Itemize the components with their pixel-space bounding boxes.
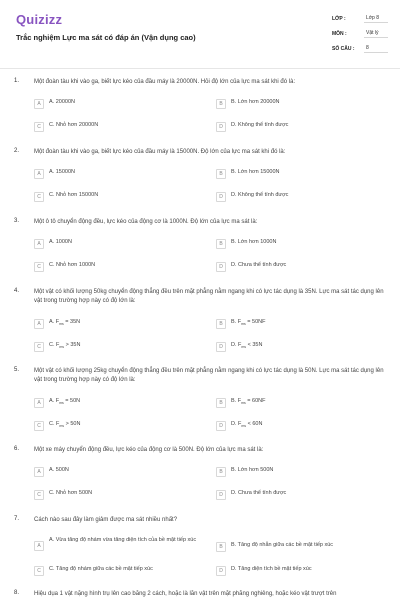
- option-a[interactable]: [34, 397, 80, 408]
- header-divider: [0, 68, 400, 69]
- option-letter: C: [34, 566, 44, 576]
- question-text: Một xe máy chuyển động đều, lực kéo của động cơ là 500N. Độ lớn của lực ma sát là:: [34, 447, 264, 453]
- option-b[interactable]: [216, 238, 276, 249]
- option-text: B. Lớn hơn 15000N: [231, 169, 280, 175]
- option-a[interactable]: [34, 466, 69, 477]
- option-letter: A: [34, 467, 44, 477]
- option-text: A. $F_{ms} = 35N$: [49, 319, 81, 327]
- option-a[interactable]: [34, 536, 199, 551]
- option-c[interactable]: [34, 489, 92, 500]
- option-c[interactable]: [34, 341, 80, 352]
- option-b[interactable]: [216, 98, 280, 109]
- option-letter: D: [216, 566, 226, 576]
- option-letter: B: [216, 467, 226, 477]
- option-d[interactable]: [216, 121, 288, 132]
- option-text: B. $F_{ms} = 50NF$: [231, 319, 266, 327]
- question-text: Hiệu dụa 1 vật nặng hình trụ lên cao bằng 2 cách, hoặc là lăn vật trên mặt phẳng nghiêng, hoặc kéo vật trượt trên: [34, 591, 337, 597]
- option-text: A. 500N: [49, 467, 69, 473]
- option-text: D. Chưa thể tính được: [231, 490, 287, 496]
- question-text: Một đoàn tàu khi vào ga, biết lực kéo của đầu máy là 15000N. Độ lớn của lực ma sát khi đó là:: [34, 149, 286, 155]
- question-text: Một vật có khối lượng 50kg chuyển động thẳng đều trên mặt phẳng nằm ngang khi có lực tác dụng là 35N. Lực ma sát tác dụng lên vật trong trường hợp này có độ lớn là:: [34, 289, 384, 304]
- option-letter: D: [216, 342, 226, 352]
- question-count-field: 8: [364, 44, 388, 53]
- option-letter: C: [34, 342, 44, 352]
- question-number: 5.: [14, 367, 20, 373]
- option-text: C. Nhỏ hơn 20000N: [49, 122, 99, 128]
- option-text: B. Lớn hơn 1000N: [231, 239, 277, 245]
- option-letter: A: [34, 319, 44, 329]
- option-text: B. Tăng độ nhẵn giữa các bề mặt tiếp xúc: [231, 542, 334, 548]
- option-b[interactable]: [216, 397, 265, 408]
- option-text: D. Chưa thể tính được: [231, 262, 287, 268]
- question-number: 8.: [14, 590, 20, 596]
- option-d[interactable]: [216, 420, 262, 431]
- option-letter: B: [216, 99, 226, 109]
- option-letter: B: [216, 319, 226, 329]
- subject-label: MÔN :: [332, 31, 347, 37]
- question-number: 3.: [14, 218, 20, 224]
- question-number: 2.: [14, 148, 20, 154]
- option-c[interactable]: [34, 121, 98, 132]
- option-letter: D: [216, 262, 226, 272]
- question-number: 1.: [14, 78, 20, 84]
- option-c[interactable]: [34, 191, 98, 202]
- option-text: C. Tăng độ nhám giữa các bề mặt tiếp xúc: [49, 566, 153, 572]
- option-letter: B: [216, 398, 226, 408]
- question-number: 7.: [14, 516, 20, 522]
- option-b[interactable]: [216, 318, 265, 329]
- option-a[interactable]: [34, 98, 75, 109]
- option-text: D. $F_{ms} < 60N$: [231, 421, 263, 429]
- option-text: A. Vừa tăng độ nhám vừa tăng diện tích của bề mặt tiếp xúc: [49, 537, 197, 543]
- option-text: C. Nhỏ hơn 500N: [49, 490, 93, 496]
- option-d[interactable]: [216, 191, 288, 202]
- question-count-label: SỐ CÂU :: [332, 46, 355, 52]
- page-title: Trắc nghiệm Lực ma sát có đáp án (Vận dụng cao): [16, 33, 196, 42]
- option-text: C. $F_{ms} > 35N$: [49, 342, 81, 350]
- option-text: C. Nhỏ hơn 15000N: [49, 192, 99, 198]
- option-a[interactable]: [34, 318, 80, 329]
- option-letter: D: [216, 421, 226, 431]
- option-text: B. Lớn hơn 20000N: [231, 99, 280, 105]
- option-text: D. Không thể tính được: [231, 192, 289, 198]
- option-letter: B: [216, 169, 226, 179]
- option-text: A. 1000N: [49, 239, 72, 245]
- option-letter: A: [34, 398, 44, 408]
- option-text: A. $F_{ms} = 50N$: [49, 398, 81, 406]
- option-b[interactable]: [216, 466, 273, 477]
- option-c[interactable]: [34, 565, 153, 576]
- question-text: Một ô tô chuyển động đều, lực kéo của động cơ là 1000N. Độ lớn của lực ma sát là:: [34, 219, 258, 225]
- option-letter: A: [34, 541, 44, 551]
- option-letter: B: [216, 542, 226, 552]
- option-letter: C: [34, 192, 44, 202]
- option-text: C. $F_{ms} > 50N$: [49, 421, 81, 429]
- worksheet-header: [0, 0, 400, 66]
- question-text: Cách nào sau đây làm giảm được ma sát nhiều nhất?: [34, 517, 178, 523]
- option-letter: C: [34, 421, 44, 431]
- option-letter: A: [34, 239, 44, 249]
- option-letter: D: [216, 490, 226, 500]
- option-text: D. Tăng diện tích bề mặt tiếp xúc: [231, 566, 312, 572]
- option-text: A. 15000N: [49, 169, 75, 175]
- option-letter: C: [34, 262, 44, 272]
- option-d[interactable]: [216, 341, 262, 352]
- option-text: B. $F_{ms} = 60NF$: [231, 398, 266, 406]
- question-number: 6.: [14, 446, 20, 452]
- option-letter: B: [216, 239, 226, 249]
- option-letter: D: [216, 192, 226, 202]
- grade-label: LỚP :: [332, 16, 346, 22]
- option-d[interactable]: [216, 261, 286, 272]
- option-b[interactable]: [216, 541, 333, 552]
- option-text: D. $F_{ms} < 35N$: [231, 342, 263, 350]
- option-b[interactable]: [216, 168, 280, 179]
- option-text: B. Lớn hơn 500N: [231, 467, 274, 473]
- option-letter: A: [34, 99, 44, 109]
- option-letter: D: [216, 122, 226, 132]
- question-number: 4.: [14, 288, 20, 294]
- grade-field: Lớp 8: [364, 14, 388, 23]
- question-text: Một vật có khối lượng 25kg chuyển động thẳng đều trên mặt phẳng nằm ngang khi có lực tác dụng là 50N. Lực ma sát tác dụng lên vật trong trường hợp này có độ lớn là:: [34, 368, 384, 383]
- option-c[interactable]: [34, 261, 95, 272]
- option-text: C. Nhỏ hơn 1000N: [49, 262, 96, 268]
- option-letter: A: [34, 169, 44, 179]
- option-d[interactable]: [216, 565, 312, 576]
- option-c[interactable]: [34, 420, 80, 431]
- option-letter: C: [34, 122, 44, 132]
- quizizz-logo: Quizizz: [16, 12, 63, 27]
- option-d[interactable]: [216, 489, 286, 500]
- option-a[interactable]: [34, 168, 75, 179]
- subject-field: Vật lý: [364, 29, 388, 38]
- option-text: D. Không thể tính được: [231, 122, 289, 128]
- option-text: A. 20000N: [49, 99, 75, 105]
- option-letter: C: [34, 490, 44, 500]
- option-a[interactable]: [34, 238, 72, 249]
- question-text: Một đoàn tàu khi vào ga, biết lực kéo của đầu máy là 20000N. Hỏi độ lớn của lực ma sát khi đó là:: [34, 79, 296, 85]
